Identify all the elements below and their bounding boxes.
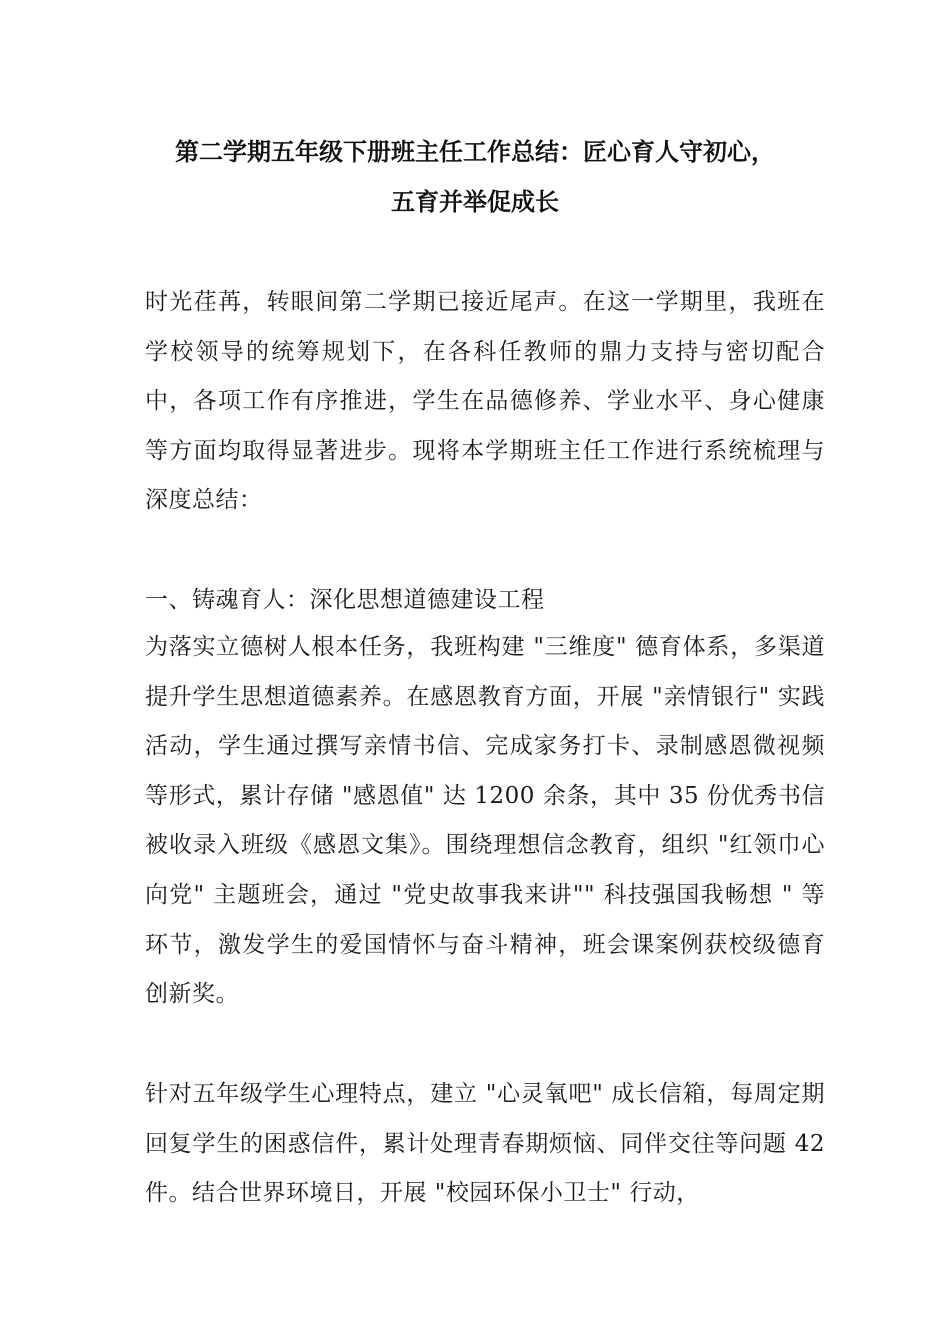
section-1-paragraph-2: 针对五年级学生心理特点，建立 "心灵氧吧" 成长信箱，每周定期回复学生的困惑信件，累计处理青春期烦恼、同伴交往等问题 42 件。结合世界环境日，开展 "校园环保小卫士" 行动，: [145, 1081, 825, 1207]
document-title-line-2: 五育并举促成长: [391, 188, 559, 216]
section-1-paragraph-1: 为落实立德树人根本任务，我班构建 "三维度" 德育体系，多渠道提升学生思想道德素养。在感恩教育方面，开展 "亲情银行" 实践活动，学生通过撰写亲情书信、完成家务打卡、录制感恩微视频等形式，累计存储 "感恩值" 达 1200 余条，其中 35 份优秀书信被收录入班级《感恩文集》。围绕理想信念教育，组织 "红领巾心向党" 主题班会，通过 "党史故事我来讲"" 科技强国我畅想 " 等环节，激发学生的爱国情怀与奋斗精神，班会课案例获校级德育创新奖。: [145, 634, 825, 1008]
section-1-heading: 一、铸魂育人：深化思想道德建设工程: [145, 587, 545, 613]
intro-paragraph: 时光荏苒，转眼间第二学期已接近尾声。在这一学期里，我班在学校领导的统筹规划下，在各科任教师的鼎力支持与密切配合中，各项工作有序推进，学生在品德修养、学业水平、身心健康等方面均取得显著进步。现将本学期班主任工作进行系统梳理与深度总结：: [145, 289, 825, 514]
document-title-line-1: 第二学期五年级下册班主任工作总结：匠心育人守初心，: [175, 138, 775, 166]
